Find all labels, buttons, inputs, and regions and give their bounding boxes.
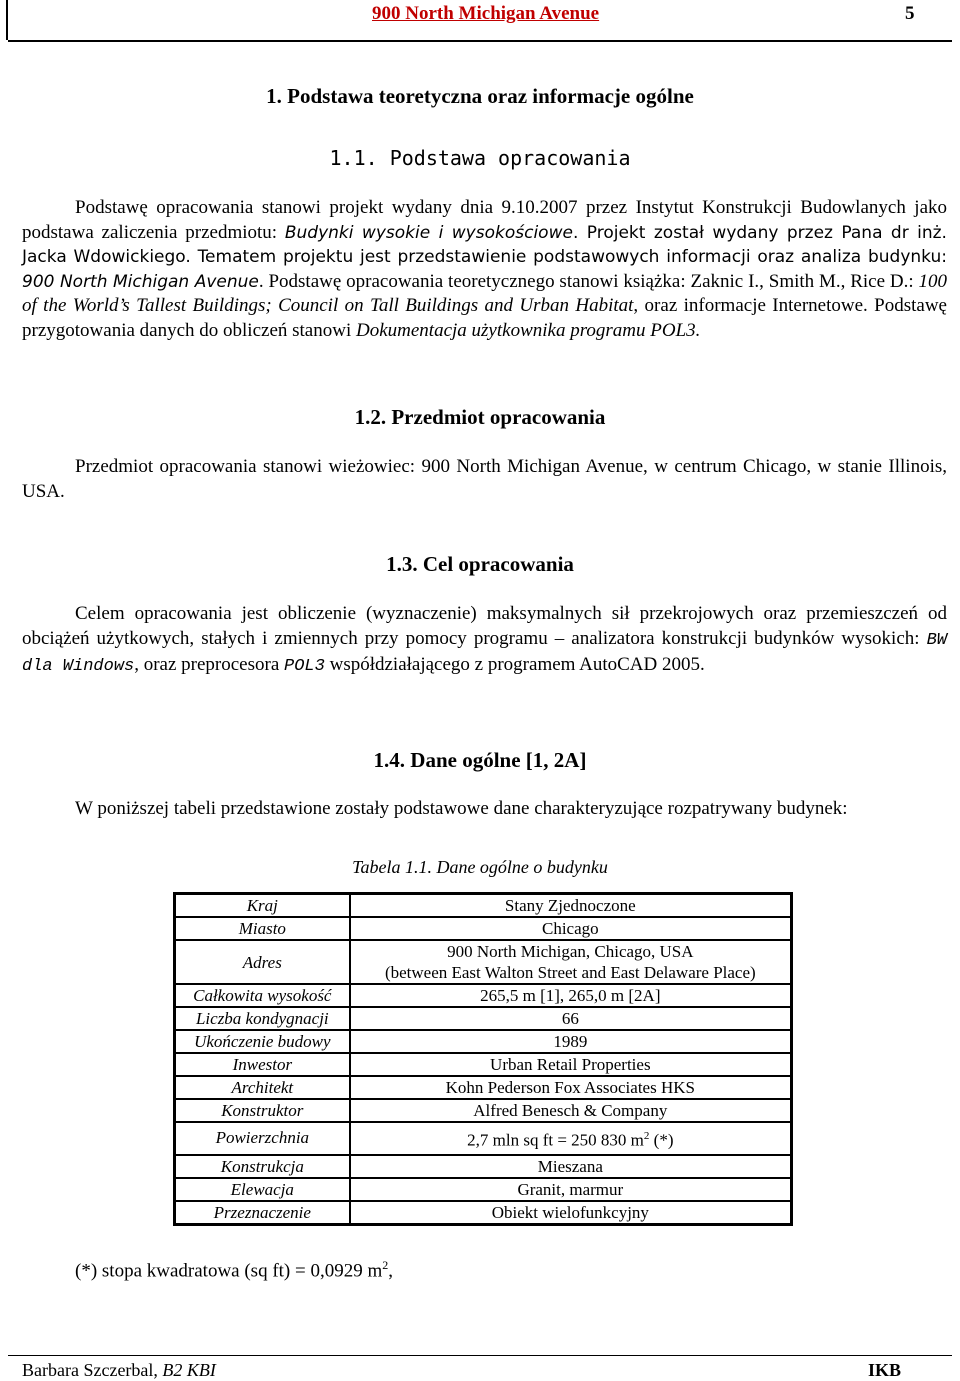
- row-value: Chicago: [350, 917, 791, 940]
- area-value: 2,7 mln sq ft = 250 830 m: [467, 1130, 644, 1150]
- area-note: (*): [649, 1130, 674, 1150]
- row-value: 1989: [350, 1030, 791, 1053]
- s13-text-3: współdziałającego z programem AutoCAD 2005.: [324, 654, 705, 675]
- building-data-table: [173, 892, 793, 1226]
- footer-group: B2 KBI: [162, 1360, 216, 1380]
- s11-italic-3: 100 of the World’s Tallest Buildings; Council on Tall Buildings and Urban Habitat: [22, 270, 947, 316]
- table-row: [175, 917, 791, 940]
- header-left-rule: [6, 0, 8, 40]
- row-value: 265,5 m [1], 265,0 m [2A]: [350, 984, 791, 1007]
- page-number: 5: [905, 3, 915, 24]
- row-key: Kraj: [175, 894, 350, 917]
- section-1-4-intro: W poniższej tabeli przedstawione zostały podstawowe dane charakteryzujące rozpatrywany budynek:: [75, 798, 848, 819]
- s11-text-2: . Projekt został wydany przez Pana dr inż. Jacka Wdowickiego. Tematem projektu jest przedstawienie podstawowych informacji oraz analiza budynku:: [22, 222, 947, 267]
- row-value: Alfred Benesch & Company: [350, 1099, 791, 1122]
- row-key: Konstrukcja: [175, 1155, 350, 1178]
- s11-text-3: . Podstawę opracowania teoretycznego stanowi książka: Zaknic I., Smith M., Rice D.:: [258, 270, 919, 292]
- s11-italic-2: 900 North Michigan Avenue: [22, 271, 259, 292]
- table-row: [175, 1076, 791, 1099]
- table-row: [175, 894, 791, 917]
- footnote-tail: ,: [388, 1260, 394, 1282]
- footer-rule: [8, 1355, 952, 1356]
- running-header-title: 900 North Michigan Avenue: [372, 3, 600, 24]
- row-value: Kohn Pederson Fox Associates HKS: [350, 1076, 791, 1099]
- table-row: [175, 1007, 791, 1030]
- area-superscript: 2: [643, 1130, 650, 1142]
- table-row: [175, 940, 791, 984]
- section-1-2-heading: 1.2. Przedmiot opracowania: [354, 405, 606, 429]
- table-caption: Tabela 1.1. Dane ogólne o budynku: [352, 857, 608, 877]
- row-key: Liczba kondygnacji: [175, 1007, 350, 1030]
- row-value: Stany Zjednoczone: [350, 894, 791, 917]
- section-1-3-heading: 1.3. Cel opracowania: [386, 552, 574, 576]
- row-value: Mieszana: [350, 1155, 791, 1178]
- table-row: [175, 1030, 791, 1053]
- table-row: [175, 984, 791, 1007]
- row-value: Urban Retail Properties: [350, 1053, 791, 1076]
- row-key: Konstruktor: [175, 1099, 350, 1122]
- footer-institute: IKB: [868, 1360, 902, 1380]
- row-key: Ukończenie budowy: [175, 1030, 350, 1053]
- s13-text-1: Celem opracowania jest obliczenie (wyznaczenie) maksymalnych sił przekrojowych oraz przemieszczeń od obciążeń użytkowych, stałych i zmiennych przy pomocy programu – analizatora konstrukcji budynków wysokich:: [22, 603, 947, 649]
- row-key: Powierzchnia: [175, 1122, 350, 1155]
- address-line-2: (between East Walton Street and East Delaware Place): [384, 963, 756, 982]
- section-1-heading: 1. Podstawa teoretyczna oraz informacje ogólne: [266, 84, 694, 108]
- row-value: Obiekt wielofunkcyjny: [350, 1201, 791, 1224]
- row-value: [350, 940, 791, 984]
- s11-italic-4: Dokumentacja użytkownika programu POL3.: [355, 319, 701, 341]
- row-key: Architekt: [175, 1076, 350, 1099]
- table-row: [175, 1155, 791, 1178]
- row-key: Inwestor: [175, 1053, 350, 1076]
- row-key: Miasto: [175, 917, 350, 940]
- s13-italic-1: BW dla Windows: [22, 630, 947, 676]
- row-value: [350, 1122, 791, 1155]
- row-key: Adres: [175, 940, 350, 984]
- header-rule: [8, 40, 952, 42]
- footnote-text: (*) stopa kwadratowa (sq ft) = 0,0929 m: [75, 1260, 383, 1282]
- address-line-1: 900 North Michigan, Chicago, USA: [447, 942, 694, 961]
- section-1-1-paragraph: [22, 196, 947, 343]
- s13-text-2: , oraz preprocesora: [134, 654, 285, 675]
- footnote-superscript: 2: [382, 1258, 389, 1272]
- table-row: [175, 1201, 791, 1224]
- row-key: Przeznaczenie: [175, 1201, 350, 1224]
- table-row: [175, 1122, 791, 1155]
- table-row: [175, 1178, 791, 1201]
- footer-author: [22, 1360, 216, 1381]
- row-key: Elewacja: [175, 1178, 350, 1201]
- row-key: Całkowita wysokość: [175, 984, 350, 1007]
- s13-italic-2: POL3: [284, 657, 325, 676]
- table-row: [175, 1099, 791, 1122]
- section-1-3-paragraph: [22, 602, 947, 680]
- s11-italic-1: Budynki wysokie i wysokościowe: [284, 222, 573, 243]
- s11-text-1: Podstawę opracowania stanowi projekt wydany dnia 9.10.2007 przez Instytut Konstrukcji Budowlanych jako podstawa zaliczenia przedmiotu:: [22, 197, 947, 243]
- table-footnote: [75, 1258, 393, 1282]
- table-row: [175, 1053, 791, 1076]
- footer-author-name: Barbara Szczerbal,: [22, 1360, 163, 1380]
- s11-text-4: , oraz informacje Internetowe. Podstawę przygotowania danych do obliczeń stanowi: [22, 295, 947, 341]
- section-1-4-heading: 1.4. Dane ogólne [1, 2A]: [373, 748, 587, 772]
- row-value: Granit, marmur: [350, 1178, 791, 1201]
- section-1-1-heading: 1.1. Podstawa opracowania: [329, 146, 631, 170]
- row-value: 66: [350, 1007, 791, 1030]
- section-1-2-paragraph: Przedmiot opracowania stanowi wieżowiec: 900 North Michigan Avenue, w centrum Chicago, w stanie Illinois, USA.: [22, 456, 947, 502]
